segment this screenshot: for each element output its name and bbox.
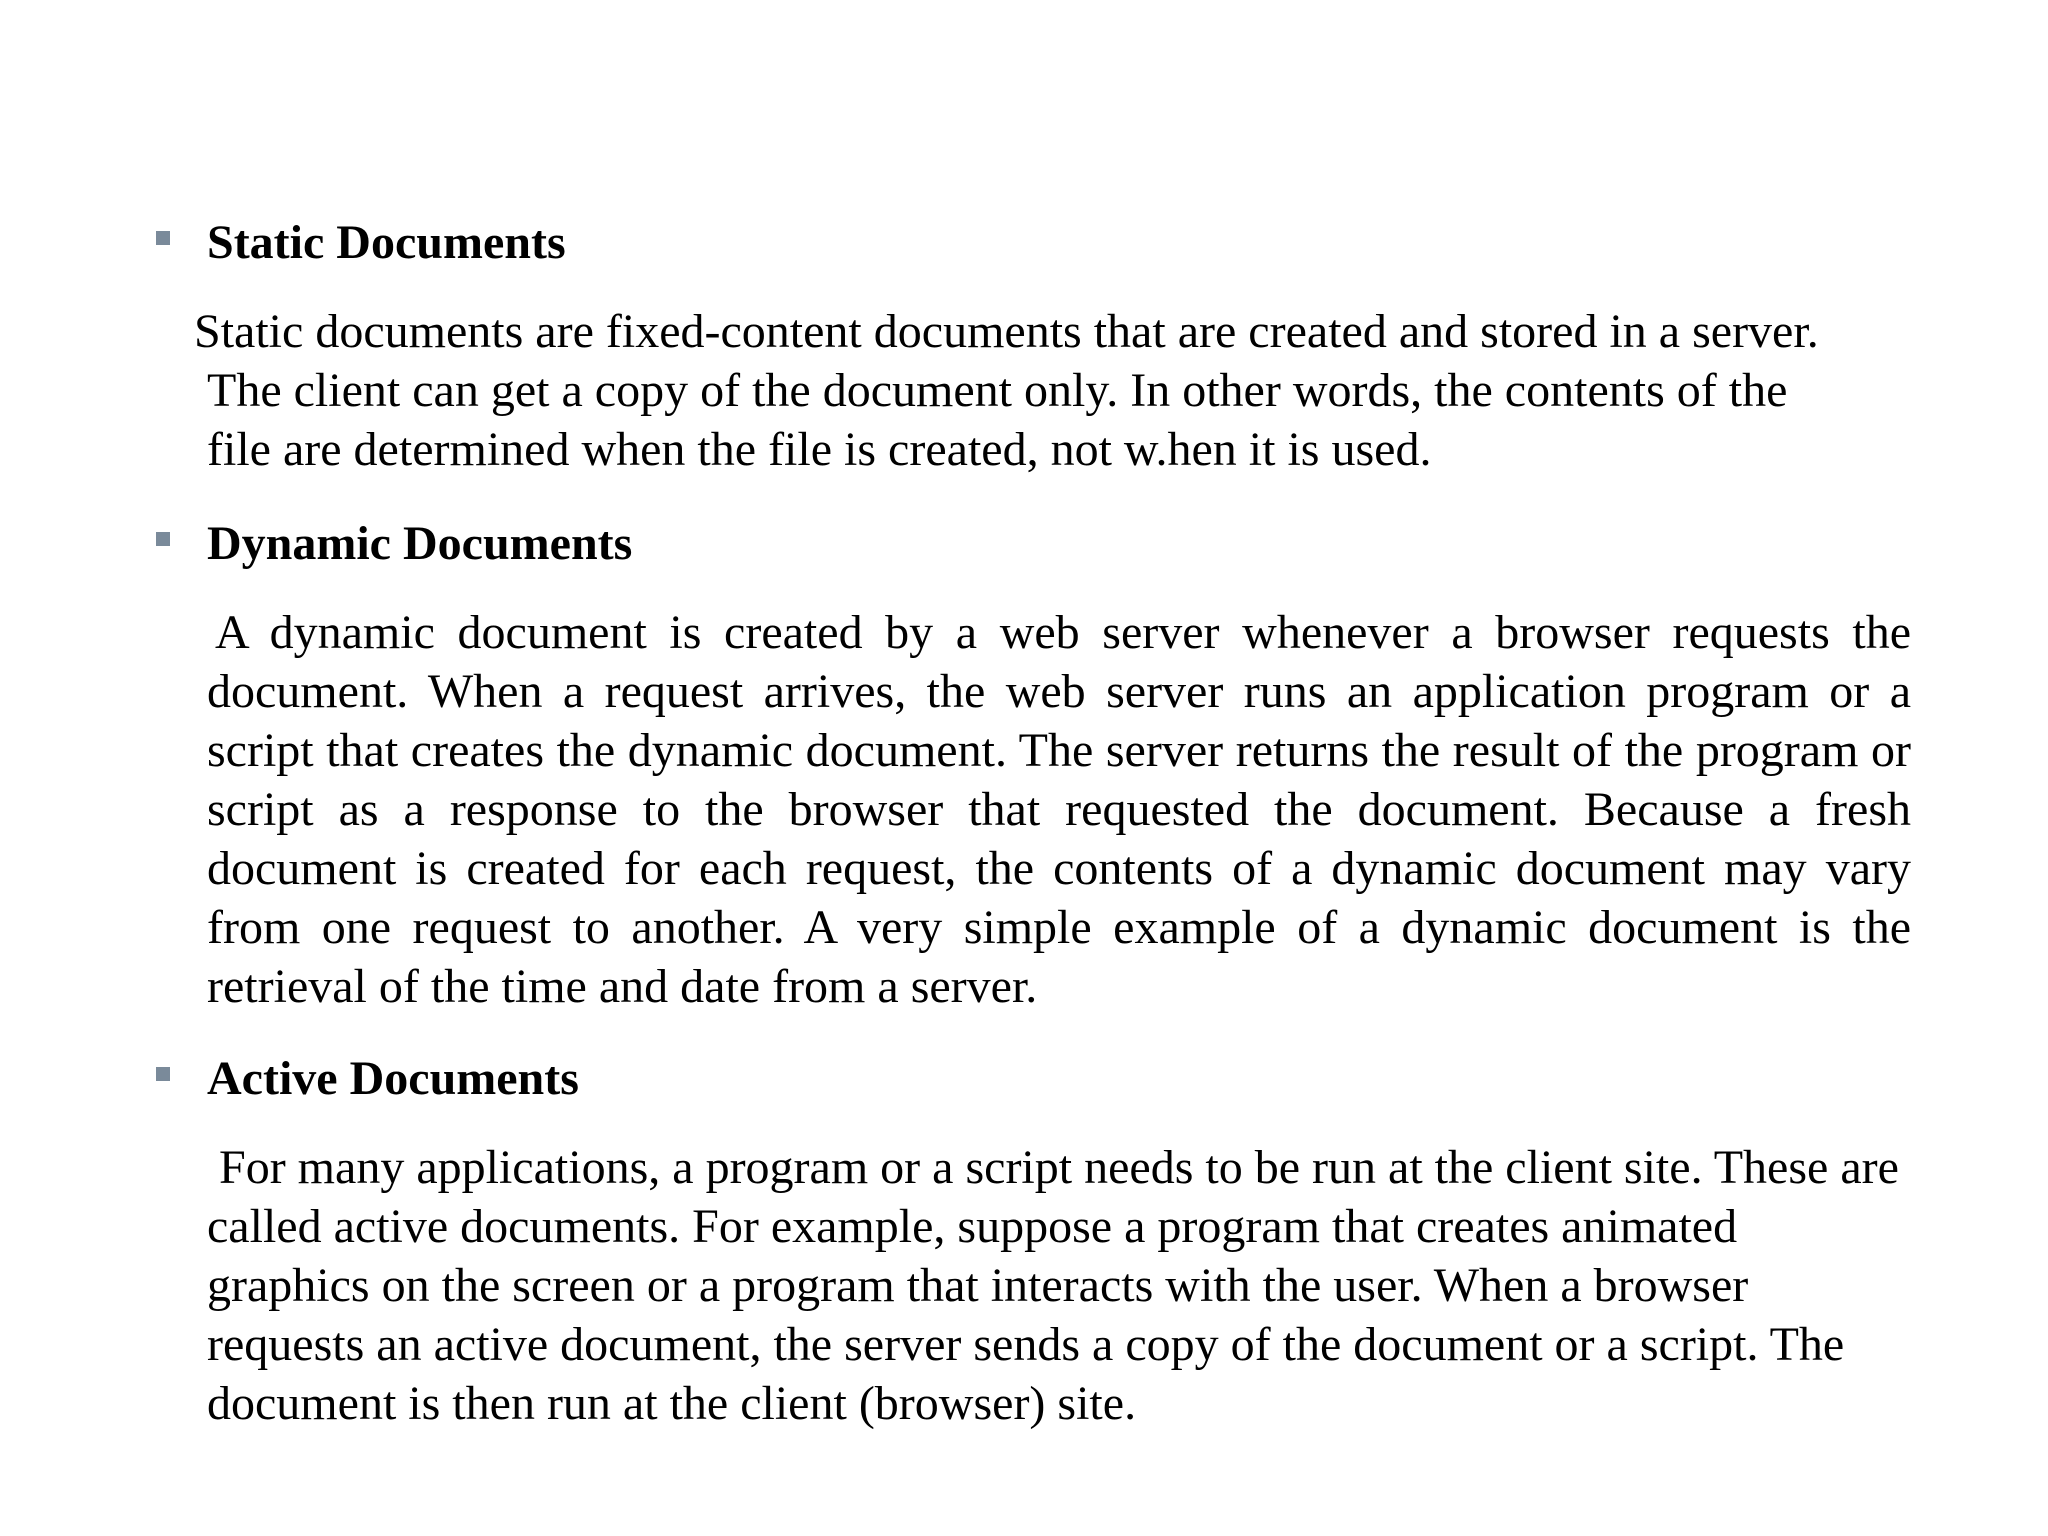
section-body: For many applications, a program or a script needs to be run at the client site. These are called active documents. For example, suppose a program that creates animated graphics on the screen or a program that interacts with the user. When a browser requests an active document, the server sends a copy of the document or a script. The document is then run at the client (browser) site. xyxy=(207,1141,1899,1430)
section-body: A dynamic document is created by a web server whenever a browser requests the document. When a request arrives, the web server runs an application program or a script that creates the dynamic document. The server returns the result of the program or script as a response to the browser that requested the document. Because a fresh document is created for each request, the contents of a dynamic document may vary from one request to another. A very simple example of a dynamic document is the retrieval of the time and date from a server. xyxy=(207,606,1911,1013)
bullet-square-icon xyxy=(156,532,170,546)
bullet-square-icon xyxy=(156,231,170,245)
section-active xyxy=(0,1049,2048,1109)
section-body: Static documents are fixed-content documents that are created and stored in a server. The client can get a copy of the document only. In other words, the contents of the file are determined when the file is created, not w.hen it is used. xyxy=(194,305,1819,476)
section-static xyxy=(0,213,2048,273)
section-heading: Static Documents xyxy=(207,216,566,269)
section-heading: Dynamic Documents xyxy=(207,517,633,570)
section-dynamic xyxy=(0,514,2048,574)
bullet-square-icon xyxy=(156,1067,170,1081)
section-heading: Active Documents xyxy=(207,1052,579,1105)
